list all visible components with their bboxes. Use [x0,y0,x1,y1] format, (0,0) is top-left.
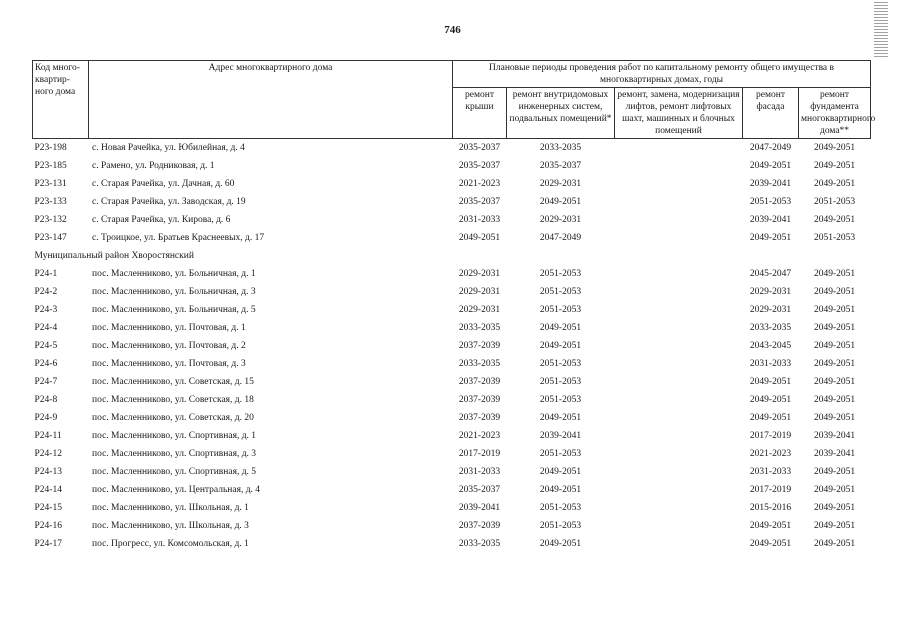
cell-address: пос. Масленниково, ул. Советская, д. 15 [92,377,254,387]
table-row [33,175,871,193]
table-row [33,301,871,319]
header-roof: ремонт крыши [453,88,507,139]
cell-address: пос. Масленниково, ул. Почтовая, д. 3 [92,359,246,369]
cell-roof: 2033-2035 [458,539,501,549]
cell-roof: 2033-2035 [458,359,501,369]
cell-roof: 2029-2031 [458,287,501,297]
cell-code: P23-198 [34,143,67,153]
cell-roof: 2037-2039 [458,341,501,351]
cell-facade: 2033-2035 [749,323,792,333]
scan-artifact [874,2,888,58]
cell-foundation: 2049-2051 [813,485,856,495]
cell-engineering: 2051-2053 [539,521,582,531]
cell-elevators [615,373,743,391]
cell-foundation: 2039-2041 [813,449,856,459]
cell-foundation: 2049-2051 [813,539,856,549]
cell-roof: 2049-2051 [458,233,501,243]
table-row [33,265,871,283]
cell-address: пос. Масленниково, ул. Больничная, д. 3 [92,287,256,297]
cell-address: с. Новая Рачейка, ул. Юбилейная, д. 4 [92,143,245,153]
cell-address: пос. Масленниково, ул. Советская, д. 18 [92,395,254,405]
table-row [33,517,871,535]
cell-facade: 2047-2049 [749,143,792,153]
cell-foundation: 2049-2051 [813,143,856,153]
cell-facade: 2043-2045 [749,341,792,351]
cell-address: пос. Масленниково, ул. Больничная, д. 1 [92,269,256,279]
cell-facade: 2049-2051 [749,377,792,387]
table-row [33,157,871,175]
cell-facade: 2049-2051 [749,161,792,171]
table-row [33,463,871,481]
cell-roof: 2021-2023 [458,431,501,441]
cell-roof: 2039-2041 [458,503,501,513]
cell-elevators [615,193,743,211]
cell-address: пос. Масленниково, ул. Центральная, д. 4 [92,485,261,495]
cell-foundation: 2049-2051 [813,287,856,297]
table-row [33,373,871,391]
cell-address: пос. Масленниково, ул. Советская, д. 20 [92,413,254,423]
cell-elevators [615,355,743,373]
cell-engineering: 2049-2051 [539,413,582,423]
cell-facade: 2029-2031 [749,305,792,315]
cell-facade: 2017-2019 [749,431,792,441]
cell-facade: 2021-2023 [749,449,792,459]
table-row [33,139,871,158]
cell-code: P24-16 [34,521,62,531]
cell-facade: 2031-2033 [749,359,792,369]
cell-elevators [615,535,743,553]
cell-code: P24-2 [34,287,58,297]
cell-roof: 2021-2023 [458,179,501,189]
table-row [33,319,871,337]
cell-code: P24-14 [34,485,62,495]
cell-engineering: 2051-2053 [539,377,582,387]
table-body [33,139,871,554]
cell-engineering: 2051-2053 [539,503,582,513]
cell-foundation: 2049-2051 [813,377,856,387]
table-row [33,337,871,355]
cell-address: с. Троицкое, ул. Братьев Краснеевых, д. 17 [92,233,265,243]
cell-elevators [615,139,743,158]
cell-facade: 2049-2051 [749,233,792,243]
cell-engineering: 2051-2053 [539,305,582,315]
table-row [33,499,871,517]
cell-facade: 2045-2047 [749,269,792,279]
cell-roof: 2035-2037 [458,485,501,495]
cell-engineering: 2051-2053 [539,287,582,297]
cell-address: пос. Масленниково, ул. Больничная, д. 5 [92,305,256,315]
cell-elevators [615,157,743,175]
cell-roof: 2037-2039 [458,413,501,423]
cell-roof: 2033-2035 [458,323,501,333]
cell-facade: 2049-2051 [749,521,792,531]
cell-engineering: 2049-2051 [539,539,582,549]
cell-roof: 2031-2033 [458,467,501,477]
cell-facade: 2039-2041 [749,215,792,225]
table-row [33,283,871,301]
cell-roof: 2029-2031 [458,269,501,279]
cell-code: P23-185 [34,161,67,171]
cell-facade: 2049-2051 [749,395,792,405]
cell-code: P23-147 [34,233,67,243]
cell-elevators [615,301,743,319]
cell-code: P24-9 [34,413,58,423]
page-number: 746 [444,24,461,36]
cell-elevators [615,211,743,229]
cell-elevators [615,319,743,337]
cell-roof: 2037-2039 [458,521,501,531]
cell-code: P24-12 [34,449,62,459]
cell-facade: 2051-2053 [749,197,792,207]
cell-foundation: 2049-2051 [813,269,856,279]
cell-elevators [615,265,743,283]
cell-code: P23-133 [34,197,67,207]
table-row [33,229,871,247]
cell-engineering: 2029-2031 [539,215,582,225]
cell-foundation: 2049-2051 [813,161,856,171]
cell-roof: 2037-2039 [458,377,501,387]
header-code: Код много-квартир-ного дома [33,61,89,139]
table-row [33,391,871,409]
cell-foundation: 2049-2051 [813,179,856,189]
table-row [33,445,871,463]
cell-engineering: 2029-2031 [539,179,582,189]
cell-code: P23-132 [34,215,67,225]
cell-address: с. Рамено, ул. Родниковая, д. 1 [92,161,215,171]
cell-foundation: 2039-2041 [813,431,856,441]
table-row [33,535,871,553]
cell-engineering: 2039-2041 [539,431,582,441]
table-row [33,481,871,499]
cell-elevators [615,499,743,517]
cell-address: пос. Масленниково, ул. Спортивная, д. 1 [92,431,257,441]
cell-engineering: 2051-2053 [539,359,582,369]
group-label: Муниципальный район Хворостянский [34,251,194,261]
cell-foundation: 2049-2051 [813,341,856,351]
cell-elevators [615,409,743,427]
cell-foundation: 2049-2051 [813,503,856,513]
cell-engineering: 2049-2051 [539,197,582,207]
cell-code: P24-5 [34,341,58,351]
cell-foundation: 2049-2051 [813,215,856,225]
cell-facade: 2015-2016 [749,503,792,513]
cell-engineering: 2033-2035 [539,143,582,153]
cell-address: пос. Прогресс, ул. Комсомольская, д. 1 [92,539,249,549]
cell-code: P24-4 [34,323,58,333]
cell-address: пос. Масленниково, ул. Спортивная, д. 3 [92,449,257,459]
cell-address: с. Старая Рачейка, ул. Заводская, д. 19 [92,197,246,207]
cell-address: пос. Масленниково, ул. Школьная, д. 3 [92,521,249,531]
cell-roof: 2031-2033 [458,215,501,225]
cell-code: P24-8 [34,395,58,405]
cell-roof: 2035-2037 [458,197,501,207]
cell-foundation: 2049-2051 [813,359,856,369]
cell-code: P24-13 [34,467,62,477]
cell-elevators [615,283,743,301]
cell-engineering: 2049-2051 [539,323,582,333]
cell-elevators [615,445,743,463]
cell-engineering: 2051-2053 [539,395,582,405]
header-address: Адрес многоквартирного дома [89,61,453,139]
cell-elevators [615,463,743,481]
cell-address: пос. Масленниково, ул. Спортивная, д. 5 [92,467,257,477]
cell-code: P24-17 [34,539,62,549]
cell-elevators [615,337,743,355]
header-foundation: ремонт фундамента многоквартирного дома** [799,88,871,139]
header-periods: Плановые периоды проведения работ по капитальному ремонту общего имущества в многоквартирных домах, годы [453,61,871,88]
cell-facade: 2031-2033 [749,467,792,477]
header-engineering: ремонт внутридомовых инженерных систем, подвальных помещений* [507,88,615,139]
capital-repair-table [32,60,876,553]
cell-code: P24-3 [34,305,58,315]
cell-roof: 2017-2019 [458,449,501,459]
cell-roof: 2035-2037 [458,143,501,153]
cell-foundation: 2049-2051 [813,413,856,423]
cell-engineering: 2051-2053 [539,269,582,279]
cell-facade: 2017-2019 [749,485,792,495]
cell-engineering: 2049-2051 [539,485,582,495]
cell-address: пос. Масленниково, ул. Почтовая, д. 1 [92,323,246,333]
cell-engineering: 2049-2051 [539,467,582,477]
cell-elevators [615,427,743,445]
header-elevators: ремонт, замена, модернизация лифтов, ремонт лифтовых шахт, машинных и блочных помещений [615,88,743,139]
cell-facade: 2049-2051 [749,413,792,423]
group-row [33,247,871,265]
cell-facade: 2039-2041 [749,179,792,189]
cell-code: P24-1 [34,269,58,279]
header-facade: ремонт фасада [743,88,799,139]
cell-elevators [615,481,743,499]
cell-code: P24-7 [34,377,58,387]
table-row [33,427,871,445]
cell-foundation: 2049-2051 [813,395,856,405]
cell-engineering: 2049-2051 [539,341,582,351]
cell-foundation: 2049-2051 [813,305,856,315]
table-row [33,193,871,211]
cell-code: P23-131 [34,179,67,189]
cell-code: P24-15 [34,503,62,513]
cell-foundation: 2049-2051 [813,521,856,531]
cell-engineering: 2047-2049 [539,233,582,243]
cell-engineering: 2051-2053 [539,449,582,459]
cell-code: P24-11 [34,431,62,441]
cell-engineering: 2035-2037 [539,161,582,171]
cell-facade: 2029-2031 [749,287,792,297]
cell-address: пос. Масленниково, ул. Почтовая, д. 2 [92,341,246,351]
table-row [33,355,871,373]
table-row [33,409,871,427]
cell-foundation: 2051-2053 [813,233,856,243]
table-row [33,211,871,229]
cell-facade: 2049-2051 [749,539,792,549]
cell-code: P24-6 [34,359,58,369]
cell-roof: 2037-2039 [458,395,501,405]
cell-elevators [615,175,743,193]
cell-elevators [615,517,743,535]
cell-address: пос. Масленниково, ул. Школьная, д. 1 [92,503,249,513]
cell-address: с. Старая Рачейка, ул. Дачная, д. 60 [92,179,235,189]
cell-foundation: 2049-2051 [813,323,856,333]
cell-foundation: 2049-2051 [813,467,856,477]
cell-elevators [615,391,743,409]
cell-address: с. Старая Рачейка, ул. Кирова, д. 6 [92,215,231,225]
cell-foundation: 2051-2053 [813,197,856,207]
cell-roof: 2029-2031 [458,305,501,315]
cell-roof: 2035-2037 [458,161,501,171]
cell-elevators [615,229,743,247]
